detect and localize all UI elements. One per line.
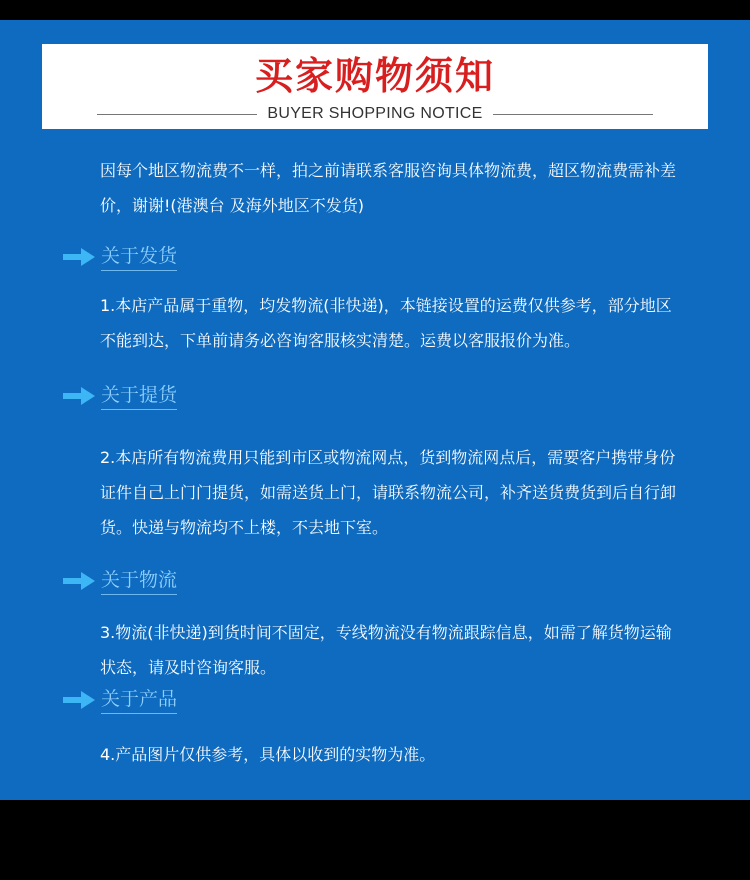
section-text-product: 4.产品图片仅供参考，具体以收到的实物为准。 [100,745,436,764]
arrow-right-icon [63,691,95,709]
section-heading-product [63,685,177,715]
intro-text: 因每个地区物流费不一样，拍之前请联系客服咨询具体物流费，超区物流费需补差价，谢谢!(港澳台 及海外地区不发货) [100,161,677,215]
section-heading-shipping [63,242,177,272]
page-title: 买家购物须知 [254,54,495,98]
arrow-right-icon [63,248,95,266]
section-title: 关于提货 [101,383,177,410]
arrow-right-icon [63,387,95,405]
section-heading-logistics [63,566,177,596]
section-title: 关于物流 [101,568,177,595]
section-text-shipping: 1.本店产品属于重物，均发物流(非快递)，本链接设置的运费仅供参考，部分地区不能到达，下单前请务必咨询客服核实清楚。运费以客服报价为准。 [100,296,672,350]
section-text-logistics: 3.物流(非快递)到货时间不固定，专线物流没有物流跟踪信息，如需了解货物运输状态，请及时咨询客服。 [100,623,672,677]
subtitle-divider-left [97,114,257,115]
section-text-pickup: 2.本店所有物流费用只能到市区或物流网点，货到物流网点后，需要客户携带身份证件自己上门门提货，如需送货上门，请联系物流公司，补齐送货费货到后自行卸货。快递与物流均不上楼，不去地下室。 [100,448,677,537]
section-title: 关于产品 [101,687,177,714]
title-banner [42,44,708,129]
section-heading-pickup [63,381,177,411]
subtitle-divider-right [493,114,653,115]
section-title: 关于发货 [101,244,177,271]
arrow-right-icon [63,572,95,590]
notice-panel [0,20,750,800]
subtitle-row [42,104,708,124]
page-subtitle: BUYER SHOPPING NOTICE [267,105,483,122]
